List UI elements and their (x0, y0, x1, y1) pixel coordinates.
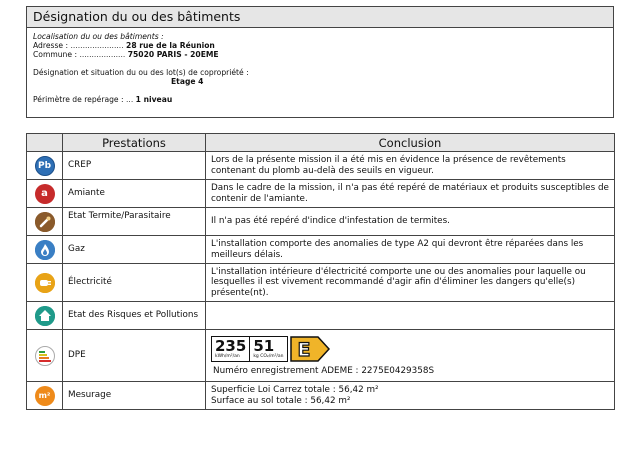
commune-label: Commune : (33, 50, 78, 59)
ges-unit: kg CO₂/m²/an (253, 353, 284, 359)
section-title: Désignation du ou des bâtiments (27, 7, 613, 28)
table-row (27, 330, 615, 382)
mesurage-cell (206, 382, 615, 410)
summary-table (26, 133, 615, 410)
commune-value: 75020 PARIS - 20EME (127, 50, 219, 59)
table-row (27, 208, 615, 236)
table-row (27, 382, 615, 410)
conclusion-text: Lors de la présente mission il a été mis en évidence la présence de revêtements contenant du plomb au-delà des seuils en vigueur. (206, 152, 615, 180)
measure-icon: m² (35, 386, 55, 406)
table-row (27, 302, 615, 330)
prestation-label: Amiante (63, 180, 206, 208)
table-row (27, 180, 615, 208)
prestation-label: Gaz (63, 236, 206, 264)
conclusion-text: Dans le cadre de la mission, il n'a pas été repéré de matériaux et produits susceptibles de contenir de l'amiante. (206, 180, 615, 208)
prestation-label: DPE (63, 330, 206, 382)
electricity-icon (35, 273, 55, 293)
designation-value: Etage 4 (171, 77, 204, 86)
perimetre-line (33, 95, 613, 104)
adresse-value: 28 rue de la Réunion (126, 41, 215, 50)
designation-label: Désignation et situation du ou des lot(s) de copropriété : (33, 68, 249, 77)
prestation-label: Etat des Risques et Pollutions (63, 302, 206, 330)
header-prestations: Prestations (63, 134, 206, 152)
dpe-cell (206, 330, 615, 382)
energy-value: 235 (215, 336, 247, 355)
mesurage-carrez: Superficie Loi Carrez totale : 56,42 m² (211, 385, 379, 395)
lead-icon: Pb (35, 156, 55, 176)
header-conclusion: Conclusion (206, 134, 615, 152)
conclusion-text (206, 302, 615, 330)
asbestos-icon: a (35, 184, 55, 204)
energy-consumption-box (211, 336, 250, 362)
energy-unit: kWh/m²/an (215, 353, 240, 359)
dpe-label (211, 336, 609, 362)
prestation-label: CREP (63, 152, 206, 180)
commune-dots: ................... (79, 50, 126, 59)
prestation-label: Etat Termite/Parasitaire (63, 208, 206, 236)
localisation-label: Localisation du ou des bâtiments : (33, 32, 164, 41)
dpe-class-letter: E (297, 339, 311, 362)
perimetre-label: Périmètre de repérage : (33, 95, 124, 104)
prestation-label: Électricité (63, 264, 206, 302)
perimetre-value: 1 niveau (135, 95, 173, 104)
section-body (27, 28, 613, 104)
header-icon-cell (27, 134, 63, 152)
conclusion-text: L'installation intérieure d'électricité comporte une ou des anomalies pour laquelle ou lesquelles il est vivement recommandé d'agir afin d'éliminer les dangers qu'elle(s) présente(nt). (206, 264, 615, 302)
table-row (27, 236, 615, 264)
adresse-label: Adresse : (33, 41, 69, 50)
adresse-dots: ...................... (70, 41, 124, 50)
dpe-ademe-number: Numéro enregistrement ADEME : 2275E0429358S (213, 366, 435, 377)
perimetre-dots: ... (126, 95, 134, 104)
mesurage-sol: Surface au sol totale : 56,42 m² (211, 395, 351, 406)
dpe-class-arrow (290, 336, 330, 362)
termite-icon (35, 212, 55, 232)
table-header-row (27, 134, 615, 152)
prestation-label: Mesurage (63, 382, 206, 410)
table-row (27, 264, 615, 302)
ges-box (250, 336, 287, 362)
gas-icon (35, 240, 55, 260)
conclusion-text: L'installation comporte des anomalies de type A2 qui devront être réparées dans les meilleurs délais. (206, 236, 615, 264)
energy-icon (35, 346, 55, 366)
table-row (27, 152, 615, 180)
ges-value: 51 (253, 336, 275, 355)
adresse-line (33, 41, 613, 50)
conclusion-text: Il n'a pas été repéré d'indice d'infestation de termites. (206, 208, 615, 236)
designation-section (26, 6, 614, 118)
commune-line (33, 50, 613, 59)
risks-icon (35, 306, 55, 326)
